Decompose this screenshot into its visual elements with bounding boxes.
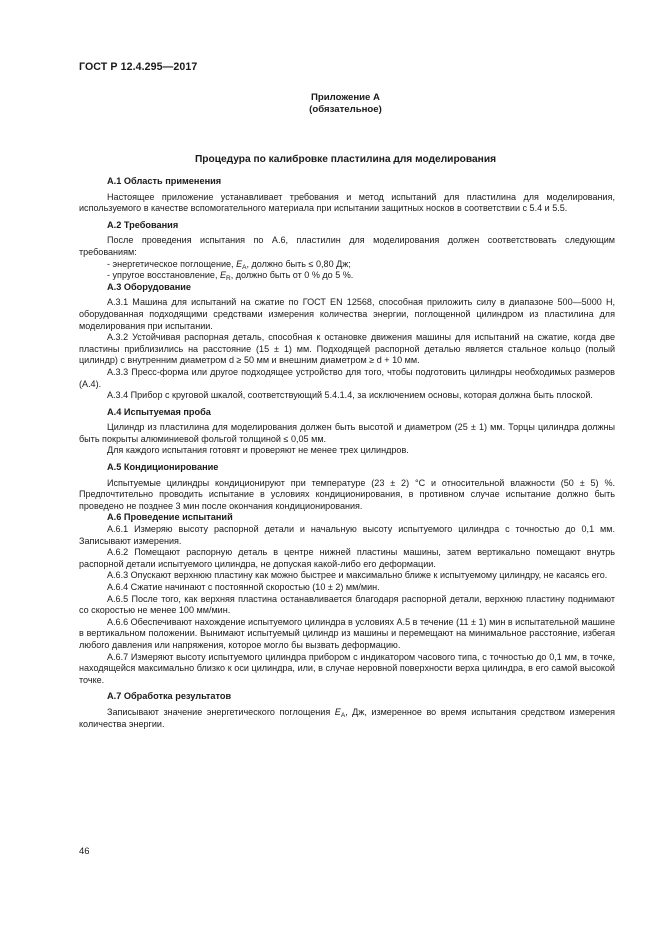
paragraph-a6-6: А.6.6 Обеспечивают нахождение испытуемого цилиндра в условиях А.5 в течение (11 ± 1) мин в испытательной машине в вертикальном положении. Вынимают испытуемый цилиндр из машины и перемещают на минимальное расстояние, избегая любого давления или напряжения, которое могло бы вызвать деформацию. [79,616,615,650]
paragraph-a7-1: Записывают значение энергетического поглощения $E_A$, Дж, измеренное во время испытания средством измерения количества энергии. [79,706,615,729]
paragraph-a2-1: После проведения испытания по А.6, пластилин для моделирования должен соответствовать следующим требованиям: [79,235,615,257]
paragraph-a6-7: А.6.7 Измеряют высоту испытуемого цилиндра прибором с индикатором часового типа, с точностью до 0,1 мм, в точке, находящейся максимально близко к оси цилиндра, или, в случае неровной поверхности верха цилиндра, в его самой высокой точке. [79,651,615,685]
paragraph-a6-1: А.6.1 Измеряю высоту распорной детали и начальную высоту испытуемого цилиндра с точностью до 0,1 мм. Записывают измерения. [79,524,615,546]
paragraph-a5-1: Испытуемые цилиндры кондиционируют при температуре (23 ± 2) °С и относительной влажности (50 ± 5) %. Предпочтительно проводить испытание в условиях кондиционирования, в противном случае испытание должно быть проведено не позднее 3 мин после окончания кондиционирования. [79,477,615,511]
paragraph-a4-1: Цилиндр из пластилина для моделирования должен быть высотой и диаметром (25 ± 1) мм. Торцы цилиндра должны быть покрыты алюминиевой фольгой толщиной ≤ 0,05 мм. [79,422,615,444]
document-title: Процедура по калибровке пластилина для моделирования [194,154,497,165]
paragraph-a1-1: Настоящее приложение устанавливает требования и метод испытаний для пластилина для моделирования, используемого в качестве вспомогательного материала при испытании защитных носков в соответствии с 5.4 и 5.5. [79,191,615,214]
page-number: 46 [79,846,90,857]
paragraph-a3-2: А.3.2 Устойчивая распорная деталь, способная к остановке движения машины для испытаний на сжатие, когда две пластины приблизились на расстояние (15 ± 1) мм. Подходящей распорной деталью является стальное кольцо (полый цилиндр) с внутренним диаметром d ≥ 50 мм и внешним диаметром ≥ d + 10 мм. [79,332,615,366]
paragraph-a6-3: А.6.3 Опускают верхнюю пластину как можно быстрее и максимально ближе к испытуемому цилиндру, не касаясь его. [107,570,608,581]
list-item-elastic-recovery: - упругое восстановление, $E_R$, должно быть от 0 % до 5 %. [107,270,354,283]
paragraph-a4-2: Для каждого испытания готовят и проверяют не менее трех цилиндров. [107,445,409,456]
section-heading-a6: А.6 Проведение испытаний [107,512,233,523]
document-body [79,176,615,730]
appendix-status: (обязательное) [309,104,382,115]
paragraph-a3-4: А.3.4 Прибор с круговой шкалой, соответствующий 5.4.1.4, за исключением основы, которая должна быть плоской. [107,390,593,401]
section-heading-a4: А.4 Испытуемая проба [107,406,211,417]
appendix-heading [0,92,661,116]
section-heading-a7: А.7 Обработка результатов [107,691,232,702]
paragraph-a6-4: А.6.4 Сжатие начинают с постоянной скоростью (10 ± 2) мм/мин. [107,582,380,592]
section-heading-a2: А.2 Требования [107,219,179,230]
appendix-title: Приложение А [311,92,380,103]
section-heading-a5: А.5 Кондиционирование [107,462,219,473]
list-item-energy-absorption: - энергетическое поглощение, $E_A$, должно быть ≤ 0,80 Дж; [107,258,351,271]
paragraph-a3-3: А.3.3 Пресс-форма или другое подходящее устройство для того, чтобы подготовить цилиндры необходимых размеров (А.4). [79,366,615,389]
section-heading-a1: А.1 Область применения [107,176,222,186]
paragraph-a3-1: А.3.1 Машина для испытаний на сжатие по ГОСТ EN 12568, способная приложить силу в диапазоне 500—5000 Н, оборудованная подходящими средствами измерения количества энергии, поглощенной цилиндром из пластилина для моделирования при испытании. [79,297,615,331]
document-code: ГОСТ Р 12.4.295—2017 [79,61,198,73]
paragraph-a6-2: А.6.2 Помещают распорную деталь в центре нижней пластины машины, затем вертикально помещают внутрь распорной детали испытуемого цилиндра, не допуская какой-либо его деформации. [79,547,615,569]
paragraph-a6-5: А.6.5 После того, как верхняя пластина останавливается благодаря распорной детали, верхнюю пластину поднимают со скоростью не менее 100 мм/мин. [79,593,615,616]
section-heading-a3: А.3 Оборудование [107,281,192,292]
